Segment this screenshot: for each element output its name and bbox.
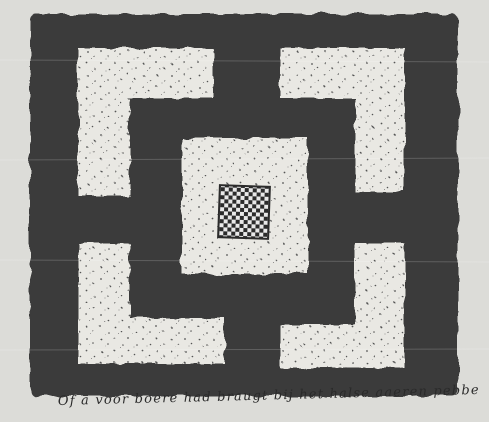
handwritten-caption: Of a voor boere had braugt bij het halse aaeren pebbe bbox=[57, 382, 480, 409]
checkerboard-motif bbox=[218, 185, 270, 239]
